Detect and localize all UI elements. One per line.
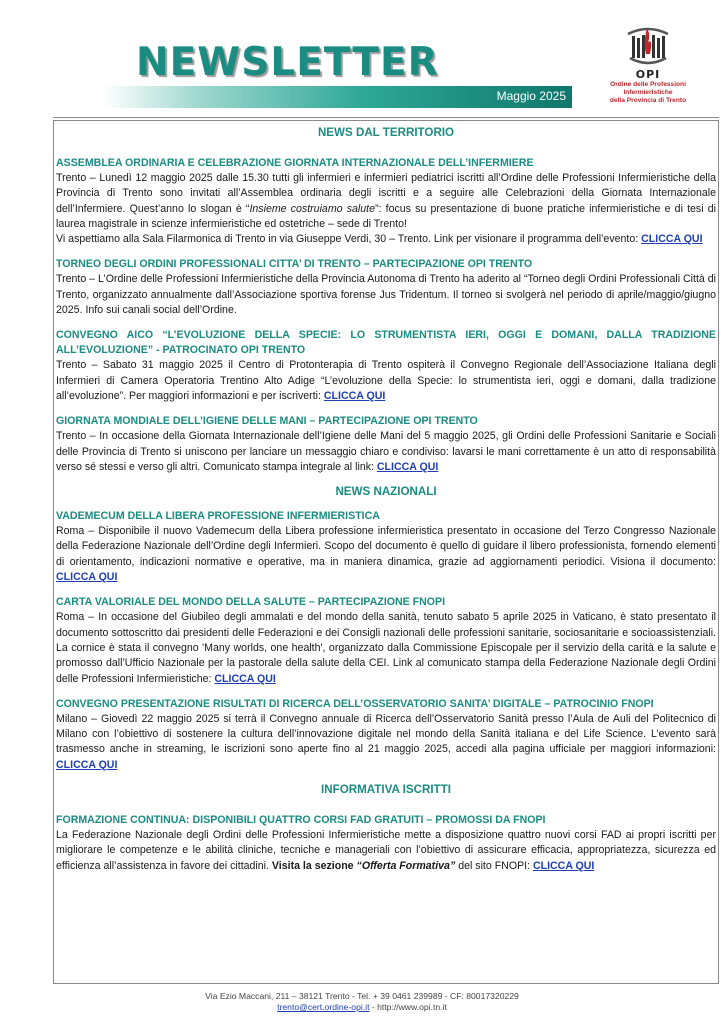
spacer bbox=[56, 475, 716, 483]
footer-email-link[interactable]: trento@cert.ordine-opi.it bbox=[277, 1002, 370, 1012]
article-body-carta-valoriale bbox=[56, 610, 716, 686]
opi-logo bbox=[580, 24, 716, 122]
article-title-carta-valoriale: CARTA VALORIALE DEL MONDO DELLA SALUTE – PARTECIPAZIONE FNOPI bbox=[56, 596, 446, 609]
spacer bbox=[56, 773, 716, 781]
text: Trento – Sabato 31 maggio 2025 il Centro di Protonterapia di Trento ospiterà il Convegno Regionale dell’Associazione Italiana degli Infermieri di Camera Operatoria Trentino Alto Adige “L’evoluzione della Specie: lo strumentista ieri, oggi e domani, dalla tradizione all’evoluzione”. Per maggiori informazioni e per iscriverti: bbox=[56, 359, 716, 402]
newsletter-title: NEWSLETTER bbox=[136, 40, 439, 85]
issue-date: Maggio 2025 bbox=[496, 89, 566, 103]
article-paragraph bbox=[56, 429, 716, 475]
spacer bbox=[56, 404, 716, 414]
logo-subtitle-3: della Provincia di Trento bbox=[609, 97, 687, 104]
article-paragraph bbox=[56, 712, 716, 773]
text: La Federazione Nazionale degli Ordini delle Professioni Infermieristiche mette a disposizione quattro nuovi corsi FAD ai propri iscritti per migliorare le competenze e le abilità cliniche, tecniche e manageriali con l’obiettivo di assicurare efficacia, appropriatezza, sicurezza ed efficienza all’assistenza in favore dei cittadini. bbox=[56, 829, 716, 872]
section-heading-iscritti: INFORMATIVA ISCRITTI bbox=[321, 783, 451, 797]
opi-emblem-icon bbox=[620, 24, 676, 68]
text: del sito FNOPI: bbox=[455, 859, 533, 872]
article-title-igiene-mani: GIORNATA MONDIALE DELL’IGIENE DELLE MANI – PARTECIPAZIONE OPI TRENTO bbox=[56, 415, 478, 428]
section-heading-territorio: NEWS DAL TERRITORIO bbox=[317, 126, 455, 139]
spacer bbox=[56, 247, 716, 257]
slogan-text: Insieme costruiamo salute bbox=[249, 202, 375, 215]
article-paragraph bbox=[56, 828, 716, 874]
text: Roma – Disponibile il nuovo Vademecum della Libera professione infermieristica presentato in occasione del Terzo Congresso Nazionale della Federazione Nazionale dell’Ordine degli Infermieri. Scopo del documento è quello di guidare il libero professionista, fornendo elementi di orientamento, indicazioni normative e operative, ma in maniera dinamica, grazie ad aggiornamenti periodici. Visiona il documento: bbox=[56, 525, 716, 568]
article-body-torneo bbox=[56, 272, 716, 318]
article-body-convegno-aico bbox=[56, 358, 716, 404]
newsletter-content bbox=[56, 124, 716, 874]
article-paragraph bbox=[56, 232, 716, 247]
article-paragraph bbox=[56, 171, 716, 232]
text: Roma – In occasione del Giubileo degli ammalati e del mondo della sanità, tenuto sabato 5 aprile 2025 in Vaticano, è stato presentato il documento sottoscritto dai presidenti delle Federazioni e dei Consigli nazionali delle professioni sanitarie, sociosanitarie e socioassistenziali. La cornice è stata il convegno 'Many worlds, one health', organizzato dalla Commissione Episcopale per il servizio della carità e la salute e promosso dall’Ufficio Nazionale per la pastorale della salute della CEI. Link al comunicato stampa della Federazione Nazionale degli Ordini delle Professioni Infermieristiche: bbox=[56, 611, 716, 685]
section-heading-nazionali: NEWS NAZIONALI bbox=[335, 485, 437, 499]
newsletter-header bbox=[0, 0, 724, 124]
article-paragraph bbox=[56, 524, 716, 585]
logo-subtitle-2: Infermieristiche bbox=[623, 89, 673, 96]
article-body-igiene-mani bbox=[56, 429, 716, 475]
frame-top-rule bbox=[53, 117, 719, 118]
text: Trento – In occasione della Giornata Internazionale dell’Igiene delle Mani del 5 maggio 2025, gli Ordini delle Professioni Sanitarie e Sociali delle Provincia di Trento si uniscono per lanciare un messaggio chiaro e condiviso: lavarsi le mani correttamente è un atto di responsabilità verso sé stessi e verso gli altri. Comunicato stampa integrale al link: bbox=[56, 430, 716, 473]
article-title-assemblea: ASSEMBLEA ORDINARIA E CELEBRAZIONE GIORNATA INTERNAZIONALE DELL’INFERMIERE bbox=[56, 157, 534, 169]
clicca-qui-link-osservatorio[interactable]: CLICCA QUI bbox=[56, 758, 118, 771]
article-body-vademecum bbox=[56, 524, 716, 585]
spacer bbox=[56, 142, 716, 156]
article-body-assemblea bbox=[56, 171, 716, 247]
spacer bbox=[56, 501, 716, 509]
spacer bbox=[56, 799, 716, 813]
logo-opi-text: OPI bbox=[635, 68, 661, 81]
spacer bbox=[56, 687, 716, 697]
article-paragraph bbox=[56, 610, 716, 686]
clicca-qui-link-vademecum[interactable]: CLICCA QUI bbox=[56, 571, 118, 584]
spacer bbox=[56, 585, 716, 595]
article-title-torneo: TORNEO DEGLI ORDINI PROFESSIONALI CITTA’ DI TRENTO – PARTECIPAZIONE OPI TRENTO bbox=[56, 258, 533, 271]
logo-subtitle-1: Ordine delle Professioni bbox=[610, 81, 686, 88]
footer-contacts bbox=[0, 1002, 724, 1013]
article-title-osservatorio: CONVEGNO PRESENTAZIONE RISULTATI DI RICERCA DELL’OSSERVATORIO SANITA’ DIGITALE – PATROCINIO FNOPI bbox=[56, 697, 654, 710]
article-paragraph bbox=[56, 358, 716, 404]
article-body-osservatorio bbox=[56, 712, 716, 773]
text: Vi aspettiamo alla Sala Filarmonica di Trento in via Giuseppe Verdi, 30 – Trento. Link per visionare il programma dell’evento: bbox=[56, 233, 642, 246]
footer-website: - http://www.opi.tn.it bbox=[369, 1002, 447, 1012]
footer bbox=[0, 991, 724, 1013]
spacer bbox=[56, 318, 716, 328]
article-title-formazione: FORMAZIONE CONTINUA: DISPONIBILI QUATTRO CORSI FAD GRATUITI – PROMOSSI DA FNOPI bbox=[56, 814, 546, 827]
clicca-qui-link-assemblea[interactable]: CLICCA QUI bbox=[641, 233, 703, 246]
text: Milano – Giovedì 22 maggio 2025 si terrà il Convegno annuale di Ricerca dell’Osservatorio Sanità presso l’Aula de Auli del Politecnico di Milano con l’obiettivo di sostenere la cultura dell’innovazione digitale nel mondo della Sanità italiana e del Life Science. L’evento sarà trasmesso anche in streaming, le iscrizioni sono aperte fino al 21 maggio 2025, accedi alla pagina ufficiale per maggiori informazioni: bbox=[56, 712, 716, 756]
visit-text: Visita la sezione bbox=[271, 859, 357, 872]
article-title-convegno-aico: CONVEGNO AICO “L’EVOLUZIONE DELLA SPECIE: LO STRUMENTISTA IERI, OGGI E DOMANI, DALLA TRADIZIONE ALL’EVOLUZIONE” - PATROCINATO OPI TRENTO bbox=[56, 329, 716, 357]
clicca-qui-link-igiene[interactable]: CLICCA QUI bbox=[376, 460, 439, 473]
article-paragraph: Trento – L’Ordine delle Professioni Infermieristiche della Provincia Autonoma di Trento ha aderito al “Torneo degli Ordini Professionali Città di Trento, organizzato annualmente dall’Associazione sportiva forense Jus Tridentum. Il torneo si svolgerà nel periodo di aprile/maggio/giugno 2025. Info sui canali social dell’Ordine. bbox=[56, 273, 716, 317]
header-band bbox=[104, 86, 572, 108]
footer-address: Via Ezio Maccani, 211 – 38121 Trento - Tel. + 39 0461 239989 - CF: 80017320229 bbox=[205, 991, 519, 1001]
offerta-formativa-text: “Offerta Formativa” bbox=[356, 859, 456, 872]
article-body-formazione bbox=[56, 828, 716, 874]
article-title-vademecum: VADEMECUM DELLA LIBERA PROFESSIONE INFERMIERISTICA bbox=[56, 510, 380, 523]
clicca-qui-link-aico[interactable]: CLICCA QUI bbox=[323, 389, 386, 402]
text: ”: focus su presentazione di buone pratiche infermieristiche e di tesi di laurea magistrale in scienze infermieristiche ed ostetriche – sede di Trento! bbox=[56, 202, 717, 230]
text: Trento – Lunedì 12 maggio 2025 dalle 15.30 tutti gli infermieri e infermieri pediatrici iscritti all’Ordine delle Professioni Infermieristiche della Provincia di Trento sono invitati all’Assemblea ordinaria degli iscritti e a seguire alle Celebrazioni della Giornata Internazionale dell’Infermiere. Quest’anno lo slogan è “ bbox=[56, 172, 716, 215]
clicca-qui-link-formazione[interactable]: CLICCA QUI bbox=[532, 859, 595, 872]
clicca-qui-link-carta[interactable]: CLICCA QUI bbox=[214, 672, 276, 685]
